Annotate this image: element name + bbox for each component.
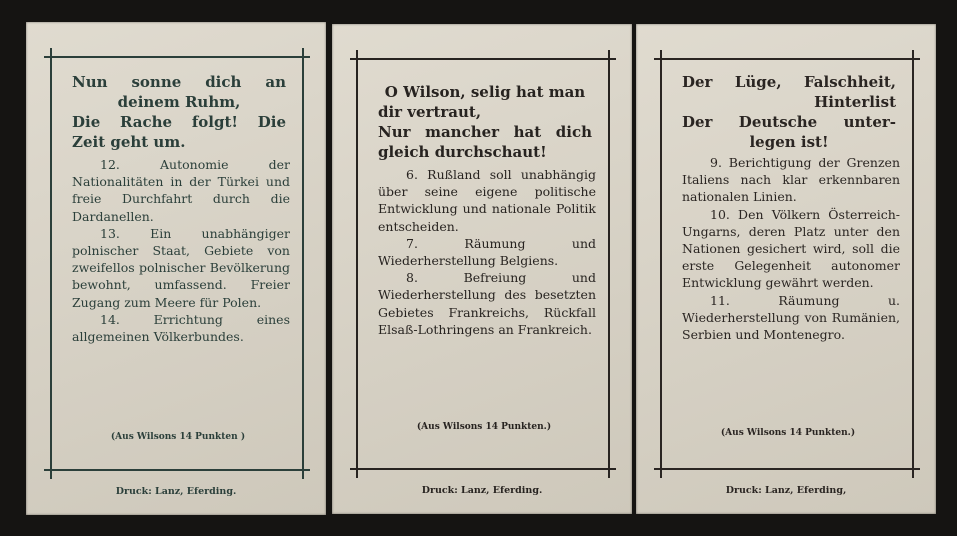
notgeld-note-1: [26, 22, 326, 515]
point-paragraph: 8. Befreiung und Wiederherstellung des besetzten Gebietes Frankreichs, Rückfall Elsaß-Lothringens an Frankreich.: [378, 270, 596, 337]
source-line: (Aus Wilsons 14 Punkten ): [110, 432, 246, 442]
point-paragraph: 10. Den Völkern Österreich-Ungarns, deren Platz unter den Nationen gesichert wird, soll die erste Gelegenheit autonomer Entwicklung gewährt werden.: [682, 206, 900, 291]
verse-line: dir vertraut,: [378, 103, 482, 121]
verse-line: Der Deutsche unter-: [682, 113, 896, 131]
verse-line: Nun sonne dich an: [72, 73, 286, 91]
verse-line: Hinterlist: [814, 93, 896, 111]
printer-line: Druck: Lanz, Eferding.: [115, 486, 237, 497]
bottom-rule: [350, 468, 616, 470]
verse-line: Nur mancher hat dich: [378, 123, 592, 141]
points-text: [682, 154, 900, 343]
verse-heading: [378, 82, 592, 162]
verse-line: gleich durchschaut!: [378, 143, 547, 161]
point-paragraph: 11. Räumung u. Wiederherstellung von Rumänien, Serbien und Montenegro.: [682, 292, 900, 343]
printer-line: Druck: Lanz, Eferding.: [421, 485, 543, 496]
verse-line: deinem Ruhm,: [117, 93, 241, 111]
notgeld-note-2: [332, 24, 632, 514]
bottom-rule: [44, 469, 310, 471]
printer-line: Druck: Lanz, Eferding,: [725, 485, 847, 496]
point-paragraph: 13. Ein unabhängiger polnischer Staat, Gebiete von zweifellos polnischer Bevölkerung bewohnt, umfassend. Freier Zugang zum Meere für Polen.: [72, 225, 290, 310]
verse-line: Die Rache folgt! Die: [72, 113, 286, 131]
verse-heading: [72, 72, 286, 152]
top-rule: [350, 58, 616, 60]
verse-line: Der Lüge, Falschheit,: [682, 73, 896, 91]
verse-line: O Wilson, selig hat man: [384, 83, 586, 101]
source-line: (Aus Wilsons 14 Punkten.): [720, 428, 856, 438]
verse-line: legen ist!: [749, 133, 829, 151]
source-line: (Aus Wilsons 14 Punkten.): [416, 422, 552, 432]
point-paragraph: 9. Berichtigung der Grenzen Italiens nach klar erkennbaren nationalen Linien.: [682, 155, 900, 205]
top-rule: [654, 58, 920, 60]
points-text: [72, 156, 290, 345]
verse-line: Zeit geht um.: [72, 133, 186, 151]
point-paragraph: 12. Autonomie der Nationalitäten in der Türkei und freie Durchfahrt durch die Dardanellen.: [72, 157, 290, 224]
point-paragraph: 7. Räumung und Wiederherstellung Belgiens.: [378, 235, 596, 269]
points-text: [378, 166, 596, 338]
verse-heading: [682, 72, 896, 152]
bottom-rule: [654, 468, 920, 470]
point-paragraph: 6. Rußland soll unabhängig über seine eigene politische Entwicklung und nationale Politik entscheiden.: [378, 167, 596, 234]
top-rule: [44, 56, 310, 58]
point-paragraph: 14. Errichtung eines allgemeinen Völkerbundes.: [72, 311, 290, 345]
notgeld-note-3: [636, 24, 936, 514]
